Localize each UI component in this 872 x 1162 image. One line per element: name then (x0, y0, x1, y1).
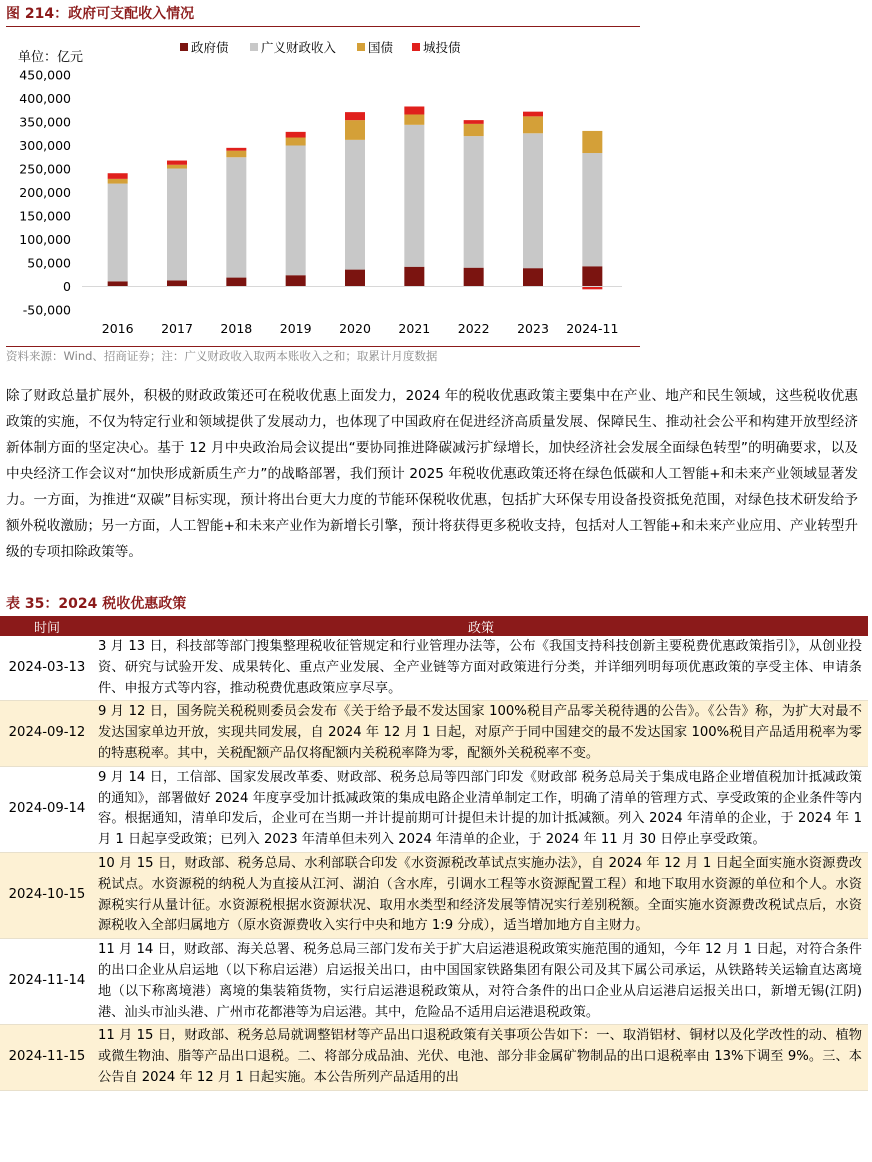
x-tick-label: 2020 (339, 321, 371, 336)
bar-segment (286, 132, 306, 138)
bar-segment (226, 151, 246, 158)
bar-segment (404, 106, 424, 114)
y-tick-label: 300,000 (19, 138, 71, 153)
bar-segment (345, 120, 365, 140)
x-tick-label: 2017 (161, 321, 193, 336)
y-tick-label: 250,000 (19, 161, 71, 177)
table-row (0, 766, 868, 852)
government-revenue-chart (0, 30, 640, 346)
x-tick-label: 2016 (101, 321, 134, 336)
legend-label: 城投债 (423, 40, 461, 55)
bar-segment (286, 146, 306, 276)
row-date: 2024-09-12 (0, 701, 94, 766)
table-row (0, 701, 868, 766)
row-date: 2024-09-14 (0, 766, 94, 852)
y-tick-label: 50,000 (27, 255, 71, 271)
table-row (0, 939, 868, 1025)
bar-segment (345, 140, 365, 270)
bar-segment (345, 270, 365, 287)
row-date: 2024-11-15 (0, 1025, 94, 1090)
y-axis (19, 68, 71, 318)
bar-segment (404, 125, 424, 267)
row-policy: 11 月 14 日，财政部、海关总署、税务总局三部门发布关于扩大启运港退税政策实施范围的通知，今年 12 月 1 日起，对符合条件的出口企业从启运地（以下称启运港）启运报关出口，由中国国家铁路集团有限公司及其下属公司承运，从铁路转关运输直达离境地（以下称离境港）离境的集装箱货物，实行启运港退税政策从，对符合条件的出口企业从启运港启运报关出口，新增无锡(江阴)港、汕头市汕头港、广州市花都港等为启运港。其中，危险品不适用启运港退税政策。 (94, 939, 868, 1025)
table-title: 表 35：2024 税收优惠政策 (6, 596, 187, 612)
y-tick-label: 0 (63, 279, 71, 294)
legend-label: 国债 (368, 40, 394, 55)
bar-segment (464, 136, 484, 268)
table-row (0, 852, 868, 938)
bar-segment (464, 120, 484, 124)
tax-policy-table (0, 616, 868, 1091)
bar-segment (226, 157, 246, 277)
bar-segment (108, 173, 128, 179)
bar-segment (464, 268, 484, 287)
bar-segment (582, 153, 602, 266)
legend-swatch (357, 43, 365, 51)
chart-bars (108, 106, 603, 289)
row-policy: 9 月 12 日，国务院关税税则委员会发布《关于给予最不发达国家 100%税目产品零关税待遇的公告》。《公告》称，为扩大对最不发达国家单边开放，实现共同发展，自 2024 年 12 月 1 日起，对原产于同中国建交的最不发达国家 100%税目产品适用税率为零的特惠税率。其中，关税配额产品仅将配额内关税税率降为零，配额外关税税率不变。 (94, 701, 868, 766)
bar-segment (523, 133, 543, 268)
y-tick-label: -50,000 (22, 302, 71, 318)
x-tick-label: 2022 (457, 321, 490, 336)
x-tick-label: 2019 (279, 321, 312, 336)
bar-segment (108, 281, 128, 286)
bar-segment (286, 275, 306, 286)
bar-segment (167, 161, 187, 165)
chart-unit-label: 单位：亿元 (18, 50, 84, 65)
legend-swatch (250, 43, 258, 51)
y-tick-label: 400,000 (19, 91, 71, 106)
y-tick-label: 450,000 (19, 67, 71, 83)
y-tick-label: 150,000 (19, 208, 71, 224)
table-header-row (0, 616, 868, 636)
bar-segment (286, 138, 306, 146)
row-policy: 11 月 15 日，财政部、税务总局就调整铝材等产品出口退税政策有关事项公告如下：一、取消铝材、铜材以及化学改性的动、植物或微生物油、脂等产品出口退税。二、将部分成品油、光伏、电池、部分非金属矿物制品的出口退税率由 13%下调至 9%。三、本公告自 2024 年 12 月 1 日起实施。本公告所列产品适用的出 (94, 1025, 868, 1090)
chart-legend (180, 40, 461, 55)
legend-label: 广义财政收入 (261, 40, 337, 55)
figure-title: 图 214：政府可支配收入情况 (6, 4, 640, 27)
row-policy: 9 月 14 日，工信部、国家发展改革委、财政部、税务总局等四部门印发《财政部 税务总局关于集成电路企业增值税加计抵减政策的通知》，部署做好 2024 年度享受加计抵减政策的集成电路企业清单制定工作，明确了清单的管理方式、享受政策的企业条件等内容。根据通知，清单印发后，企业可在当期一并计提前期可计提但未计提的加计抵减额。列入 2024 年清单的企业，于 2024 年 1 月 1 日起享受政策；已列入 2023 年清单但未列入 2024 年清单的企业，于 2024 年 11 月 30 日停止享受政策。 (94, 766, 868, 852)
table-row (0, 1025, 868, 1090)
bar-segment (523, 112, 543, 117)
x-tick-label: 2021 (398, 321, 431, 336)
bar-segment (167, 169, 187, 281)
bar-segment (345, 112, 365, 120)
bar-segment (226, 278, 246, 287)
y-tick-label: 100,000 (19, 232, 71, 247)
bar-segment (523, 116, 543, 133)
bar-segment (582, 131, 602, 153)
y-tick-label: 350,000 (19, 114, 71, 130)
x-tick-label: 2018 (220, 321, 253, 336)
bar-segment (108, 184, 128, 282)
legend-swatch (412, 43, 420, 51)
bar-segment (226, 148, 246, 151)
header-policy: 政策 (94, 616, 868, 636)
figure-source: 资料来源：Wind、招商证券；注：广义财政收入取两本账收入之和；取累计月度数据 (6, 346, 640, 365)
row-date: 2024-11-14 (0, 939, 94, 1025)
row-date: 2024-10-15 (0, 852, 94, 938)
x-tick-label: 2023 (517, 321, 549, 336)
row-policy: 10 月 15 日，财政部、税务总局、水利部联合印发《水资源税改革试点实施办法》，自 2024 年 12 月 1 日起全面实施水资源费改税试点。水资源税的纳税人为直接从江河、湖泊（含水库，引调水工程等水资源配置工程）和地下取用水资源的单位和个人。水资源税实行从量计征。水资源税根据水资源状况、取用水类型和经济发展等情况实行差别税额。全面实施水资源费改税试点后，水资源税收入全部归属地方（原水资源费收入实行中央和地方 1:9 分成），适当增加地方自主财力。 (94, 852, 868, 938)
x-axis (82, 287, 622, 337)
header-date: 时间 (0, 616, 94, 636)
body-paragraph: 除了财政总量扩展外，积极的财政政策还可在税收优惠上面发力，2024 年的税收优惠政策主要集中在产业、地产和民生领域，这些税收优惠政策的实施，不仅为特定行业和领域提供了发展动力，也体现了中国政府在促进经济高质量发展、保障民生、推动社会公平和构建开放型经济新体制方面的坚定决心。基于 12 月中央政治局会议提出“要协同推进降碳减污扩绿增长，加快经济社会发展全面绿色转型”的明确要求，以及中央经济工作会议对“加快形成新质生产力”的战略部署，我们预计 2025 年税收优惠政策还将在绿色低碳和人工智能+和未来产业领域显著发力。一方面，为推进“双碳”目标实现，预计将出台更大力度的节能环保税收优惠，包括扩大环保专用设备投资抵免范围，对绿色技术研发给予额外税收激励；另一方面，人工智能+和未来产业作为新增长引擎，预计将获得更多税收支持，包括对人工智能+和未来产业应用、产业转型升级的专项扣除政策等。 (6, 388, 858, 560)
table-row (0, 636, 868, 701)
row-policy: 3 月 13 日，科技部等部门搜集整理税收征管规定和行业管理办法等，公布《我国支持科技创新主要税费优惠政策指引》，从创业投资、研究与试验开发、成果转化、重点产业发展、全产业链等方面对政策进行分类，并详细列明每项优惠政策的享受主体、申请条件、申报方式等内容，推动税费优惠政策应享尽享。 (94, 636, 868, 701)
legend-label: 政府债 (191, 40, 229, 55)
bar-segment (464, 124, 484, 136)
row-date: 2024-03-13 (0, 636, 94, 701)
bar-segment (167, 165, 187, 169)
y-tick-label: 200,000 (19, 185, 71, 200)
bar-segment (108, 179, 128, 184)
bar-segment (404, 267, 424, 287)
bar-segment (167, 280, 187, 286)
bar-segment (582, 266, 602, 286)
bar-segment (523, 268, 543, 286)
bar-segment (404, 114, 424, 124)
x-tick-label: 2024-11 (566, 321, 619, 336)
legend-swatch (180, 43, 188, 51)
